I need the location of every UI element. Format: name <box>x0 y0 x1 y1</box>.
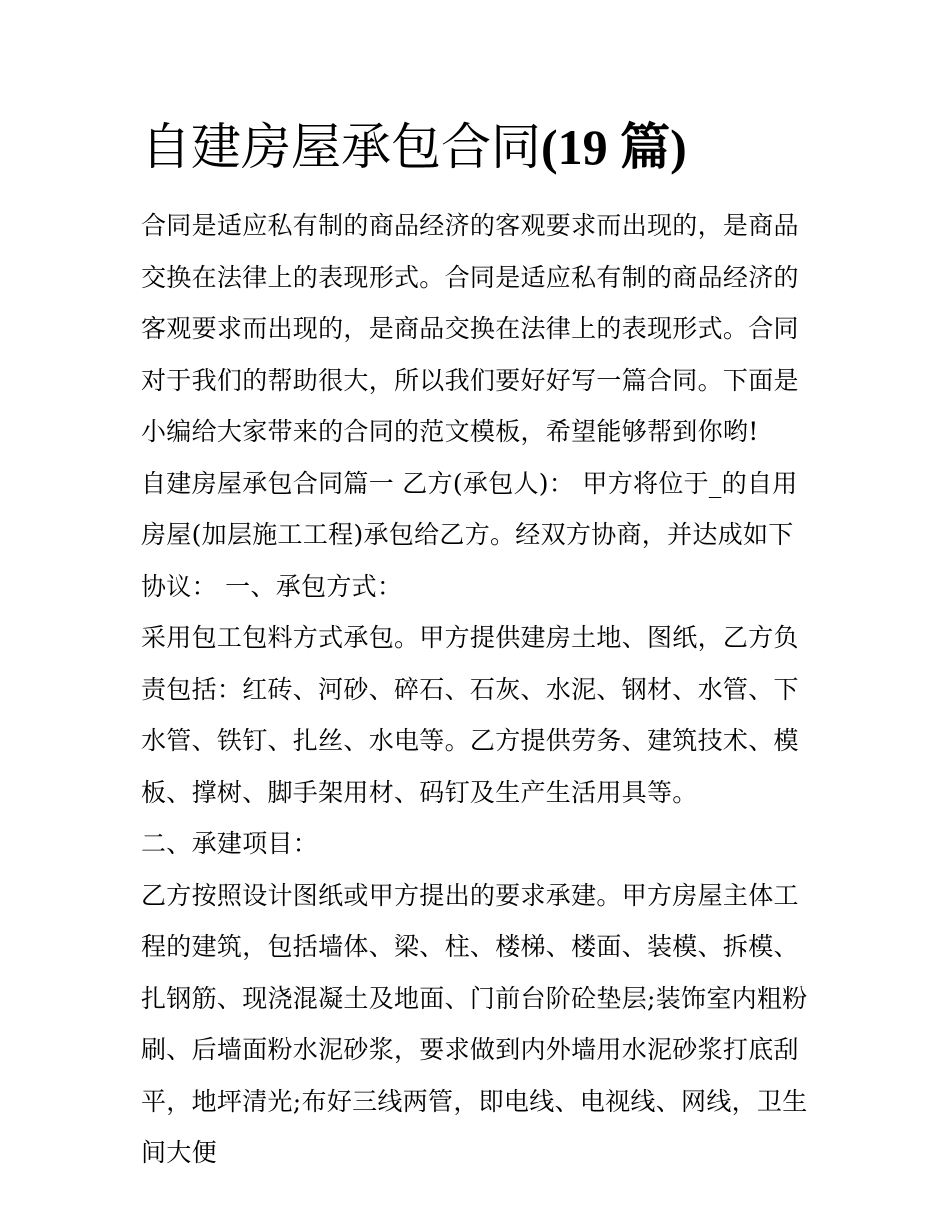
paragraph-section-heading: 二、承建项目： <box>141 829 319 858</box>
paragraph-contract-method: 采用包工包料方式承包。甲方提供建房土地、图纸，乙方负责包括：红砖、河砂、碎石、石灰、水泥、钢材、水管、下水管、铁钉、扎丝、水电等。乙方提供劳务、建筑技术、模板、撑树、脚手架用材、码钉及生产生活用具等。 <box>141 623 799 807</box>
document-title <box>141 112 813 182</box>
title-suffix: (19 篇) <box>541 119 687 175</box>
paragraph-parties: 自建房屋承包合同篇一 乙方(承包人)： 甲方将位于_的自用房屋(加层施工工程)承包给乙方。经双方协商，并达成如下协议： 一、承包方式： <box>141 468 798 601</box>
title-text: 自建房屋承包合同 <box>141 118 541 176</box>
paragraph-intro: 合同是适应私有制的商品经济的客观要求而出现的，是商品交换在法律上的表现形式。合同是适应私有制的商品经济的客观要求而出现的，是商品交换在法律上的表现形式。合同对于我们的帮助很大，所以我们要好好写一篇合同。下面是小编给大家带来的合同的范文模板，希望能够帮到你哟! <box>141 211 799 446</box>
document-page <box>141 112 813 1179</box>
paragraph-project-scope: 乙方按照设计图纸或甲方提出的要求承建。甲方房屋主体工程的建筑，包括墙体、梁、柱、楼梯、楼面、装模、拆模、扎钢筋、现浇混凝土及地面、门前台阶砼垫层;装饰室内粗粉刷、后墙面粉水泥砂浆，要求做到内外墙用水泥砂浆打底刮平，地坪清光;布好三线两管，即电线、电视线、网线，卫生间大便 <box>141 880 808 1167</box>
